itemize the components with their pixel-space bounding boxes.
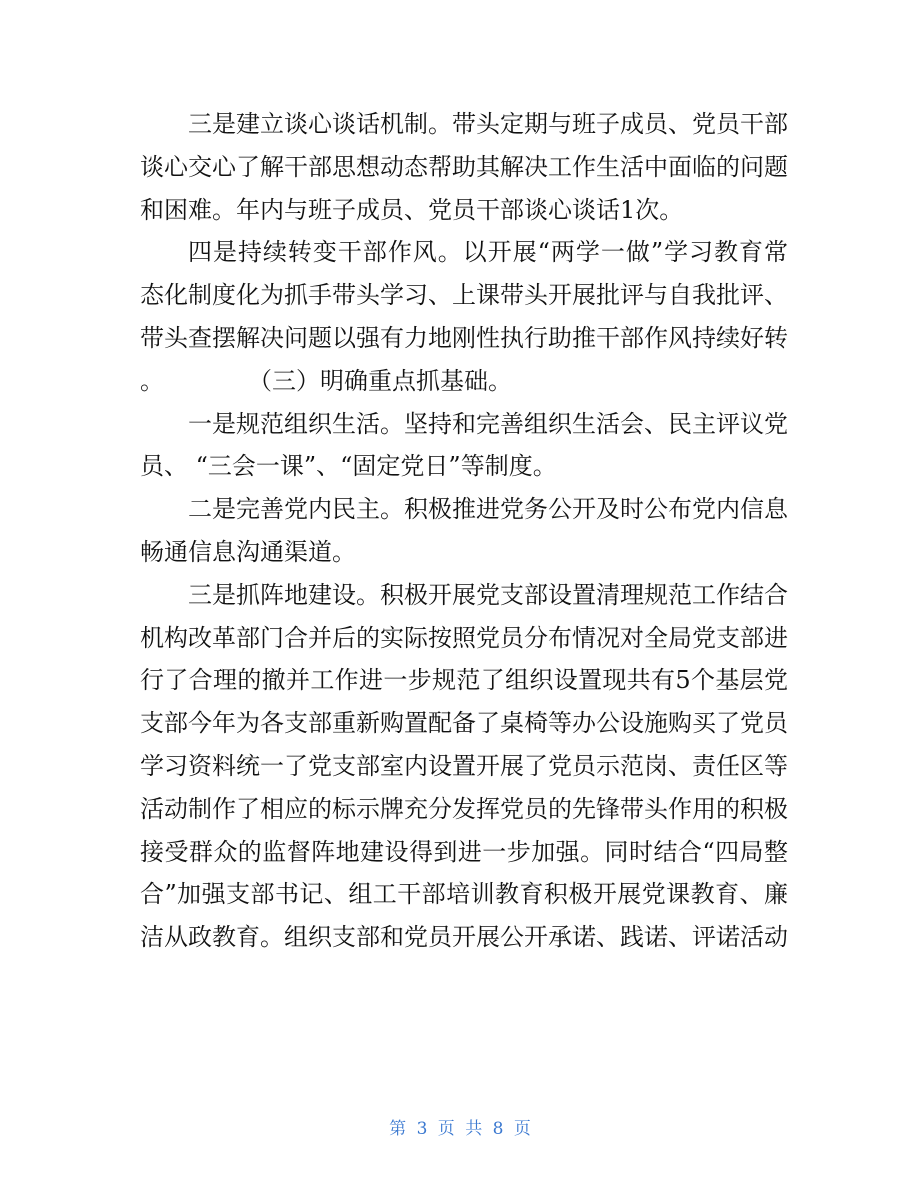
paragraph-inner-party-democracy: 二是完善党内民主。积极推进党务公开及时公布党内信息畅通信息沟通渠道。 <box>140 495 788 566</box>
paragraph-heart-to-heart-talks: 三是建立谈心谈话机制。带头定期与班子成员、党员干部谈心交心了解干部思想动态帮助其解决工作生活中面临的问题和困难。年内与班子成员、党员干部谈心谈话1次。 <box>140 110 788 224</box>
paragraph-base-construction: 三是抓阵地建设。积极开展党支部设置清理规范工作结合机构改革部门合并后的实际按照党员分布情况对全局党支部进行了合理的撤并工作进一步规范了组织设置现共有5个基层党支部今年为各支部重新购置配备了桌椅等办公设施购买了党员学习资料统一了党支部室内设置开展了党员示范岗、责任区等活动制作了相应的标示牌充分发挥党员的先锋带头作用的积极接受群众的监督阵地建设得到进一步加强。同时结合“四局整合”加强支部书记、组工干部培训教育积极开展党课教育、廉洁从政教育。组织支部和党员开展公开承诺、践诺、评诺活动 <box>140 580 788 952</box>
paragraph-organizational-life: 一是规范组织生活。坚持和完善组织生活会、民主评议党员、 “三会一课”、“固定党日”等制度。 <box>140 409 788 481</box>
paragraph-section-three-heading <box>140 360 788 403</box>
section-heading: （三）明确重点抓基础。 <box>248 366 512 395</box>
page-number: 第 3 页 共 8 页 <box>389 1119 531 1139</box>
document-body <box>140 103 788 959</box>
trailing-period: 。 <box>140 366 164 395</box>
paragraph-work-style: 四是持续转变干部作风。以开展“两学一做”学习教育常态化制度化为抓手带头学习、上课带头开展批评与自我批评、带头查摆解决问题以强有力地刚性执行助推干部作风持续好转 <box>140 238 788 352</box>
